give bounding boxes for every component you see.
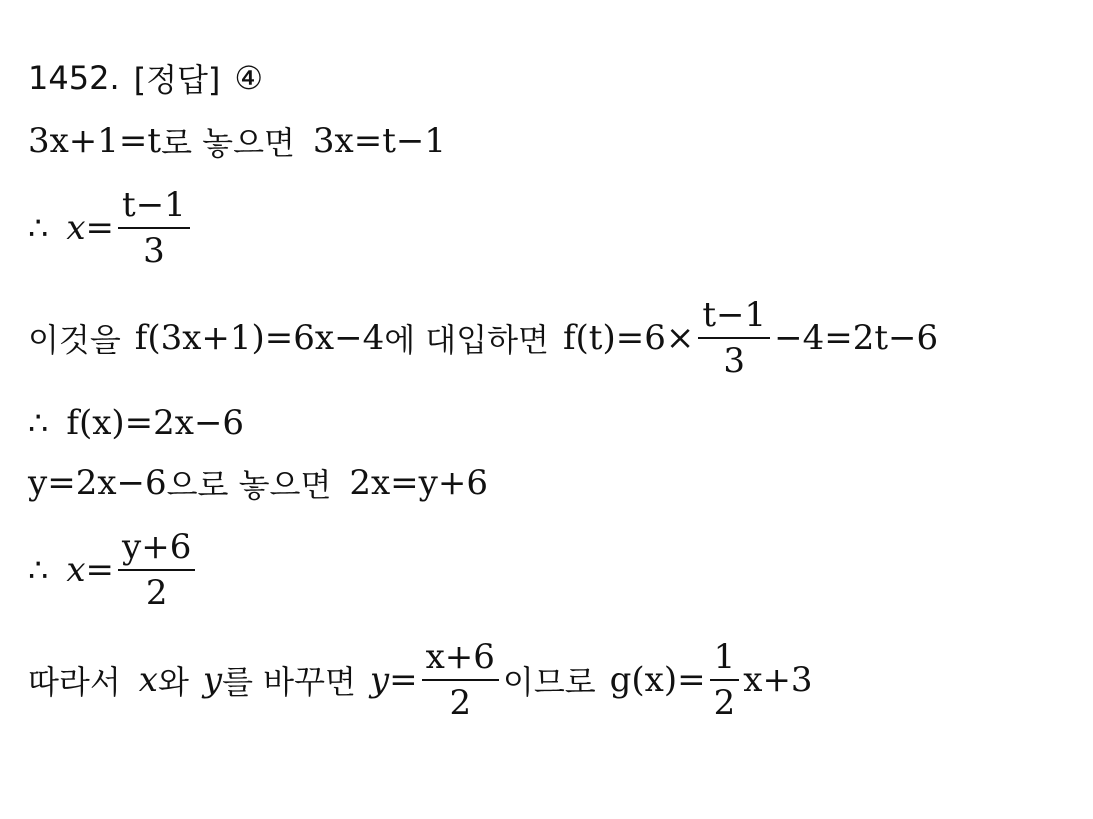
fraction-x <box>118 183 190 273</box>
fraction-denominator: 2 <box>713 683 736 723</box>
fraction-numerator: 1 <box>713 637 736 677</box>
fraction-half <box>710 635 740 725</box>
solution-line-6 <box>28 522 199 618</box>
g-of-x-rhs: x+3 <box>743 660 813 700</box>
equation-2x: 2x=y+6 <box>349 463 488 503</box>
fraction-numerator: y+6 <box>122 527 192 567</box>
y-equation: y=2x−6 <box>28 463 167 503</box>
solution-line-2 <box>28 180 194 276</box>
solution-line-5 <box>28 460 488 506</box>
text-this: 이것을 <box>28 321 121 359</box>
answer-choice: ④ <box>234 59 264 97</box>
therefore-symbol: ∴ <box>28 551 49 589</box>
fraction-denominator: 3 <box>143 231 165 271</box>
text-and: 와 <box>157 663 189 701</box>
text-substitute: 로 놓으면 <box>161 124 295 162</box>
answer-label: [정답] <box>133 61 221 99</box>
solution-line-7 <box>28 632 813 728</box>
y-equals: y= <box>369 660 418 700</box>
problem-header <box>28 54 263 102</box>
solution-line-3 <box>28 290 938 386</box>
fraction-inverse <box>422 635 499 725</box>
fraction-denominator: 2 <box>449 683 472 723</box>
f-of-x-equation: f(x)=2x−6 <box>66 403 245 443</box>
text-substitute-into: 에 대입하면 <box>384 321 549 359</box>
fraction-denominator: 2 <box>145 573 168 613</box>
text-swap: 를 바꾸면 <box>222 663 356 701</box>
var-y: y <box>202 660 223 700</box>
text-set-as: 으로 놓으면 <box>166 466 332 504</box>
var-x: x <box>138 660 158 700</box>
fraction-y <box>118 525 195 615</box>
g-of-x-lhs: g(x)= <box>609 660 706 700</box>
f-of-t-lhs: f(t)=6× <box>562 318 695 358</box>
equation-3x: 3x=t−1 <box>312 121 446 161</box>
fraction-denominator: 3 <box>723 341 746 381</box>
fraction-t <box>698 293 770 383</box>
fraction-numerator: t−1 <box>702 295 767 335</box>
therefore-symbol: ∴ <box>28 404 49 442</box>
fraction-numerator: t−1 <box>122 185 186 225</box>
solution-line-1 <box>28 118 446 164</box>
x-equals: x= <box>66 208 115 248</box>
therefore-symbol: ∴ <box>28 209 49 247</box>
substitution-equation: 3x+1=t <box>28 121 162 161</box>
f-of-t-rhs: −4=2t−6 <box>774 318 939 358</box>
fraction-numerator: x+6 <box>425 637 495 677</box>
solution-line-4 <box>28 400 244 446</box>
x-equals: x= <box>66 550 115 590</box>
problem-number: 1452. <box>28 59 120 97</box>
given-equation: f(3x+1)=6x−4 <box>134 318 385 358</box>
text-so: 이므로 <box>502 663 596 701</box>
text-therefore-korean: 따라서 <box>28 663 121 701</box>
